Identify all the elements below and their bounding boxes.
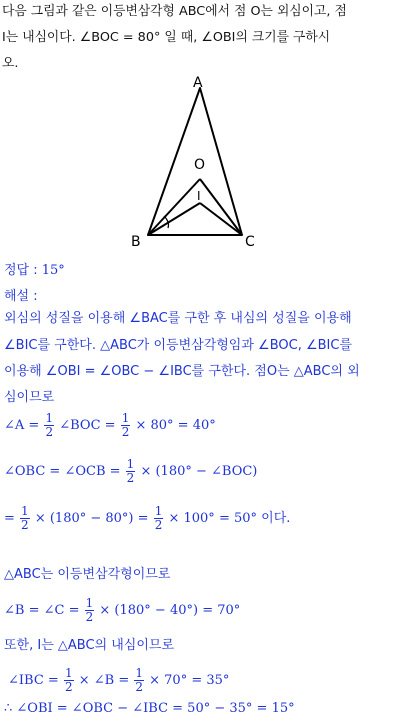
label-b: B <box>131 234 141 250</box>
fraction-half: $\frac{1}{2}$ <box>154 504 163 532</box>
label-o: O <box>194 157 206 173</box>
triangle-figure <box>130 76 270 251</box>
explanation-label: 해설 : <box>4 289 38 304</box>
explanation-line-2: ∠BIC를 구한다. △ABC가 이등변삼각형임과 ∠BOC, ∠BIC를 <box>4 338 353 353</box>
fraction-half: $\frac{1}{2}$ <box>85 596 94 624</box>
equation-angle-ibc: ∠IBC = $\frac{1}{2}$ × ∠B = $\frac{1}{2}$ × 70° = 35° <box>8 666 230 694</box>
equation-result-50: = $\frac{1}{2}$ × (180° − 80°) = $\frac{1}{2}$ × 100° = 50° 이다. <box>4 504 291 532</box>
question-line-3: 오. <box>2 56 19 71</box>
label-c: C <box>245 234 255 250</box>
question-line-2: I는 내심이다. ∠BOC = 80° 일 때, ∠OBI의 크기를 구하시 <box>2 30 331 45</box>
fraction-half: $\frac{1}{2}$ <box>64 666 73 694</box>
fraction-half: $\frac{1}{2}$ <box>21 504 29 532</box>
fraction-half: $\frac{1}{2}$ <box>121 411 130 439</box>
equation-angle-obc: ∠OBC = ∠OCB = $\frac{1}{2}$ × (180° − ∠BOC) <box>4 457 258 485</box>
explanation-line-1: 외심의 성질을 이용해 ∠BAC를 구한 후 내심의 성질을 이용해 <box>4 311 352 326</box>
equation-angle-a: ∠A = $\frac{1}{2}$ ∠BOC = $\frac{1}{2}$ × 80° = 40° <box>4 411 216 439</box>
fraction-half: $\frac{1}{2}$ <box>135 666 143 694</box>
explanation-line-3: 이용해 ∠OBI = ∠OBC − ∠IBC를 구한다. 점O는 △ABC의 외 <box>4 364 360 379</box>
answer-value: 15° <box>41 263 65 278</box>
explanation-isosceles: △ABC는 이등변삼각형이므로 <box>4 567 171 582</box>
question-line-1: 다음 그림과 같은 이등변삼각형 ABC에서 점 O는 외심이고, 점 <box>2 4 347 19</box>
fraction-half: $\frac{1}{2}$ <box>45 411 54 439</box>
answer-label: 정답 : <box>4 263 42 278</box>
explanation-incenter: 또한, I는 △ABC의 내심이므로 <box>4 638 175 653</box>
label-a: A <box>193 76 203 91</box>
explanation-line-4: 심이므로 <box>4 390 55 405</box>
fraction-half: $\frac{1}{2}$ <box>126 457 135 485</box>
label-i: I <box>197 189 201 203</box>
equation-final: ∴ ∠OBI = ∠OBC − ∠IBC = 50° − 35° = 15° <box>4 701 295 716</box>
equation-angle-b-c: ∠B = ∠C = $\frac{1}{2}$ × (180° − 40°) = 70° <box>4 596 241 624</box>
answer-line <box>4 262 65 280</box>
